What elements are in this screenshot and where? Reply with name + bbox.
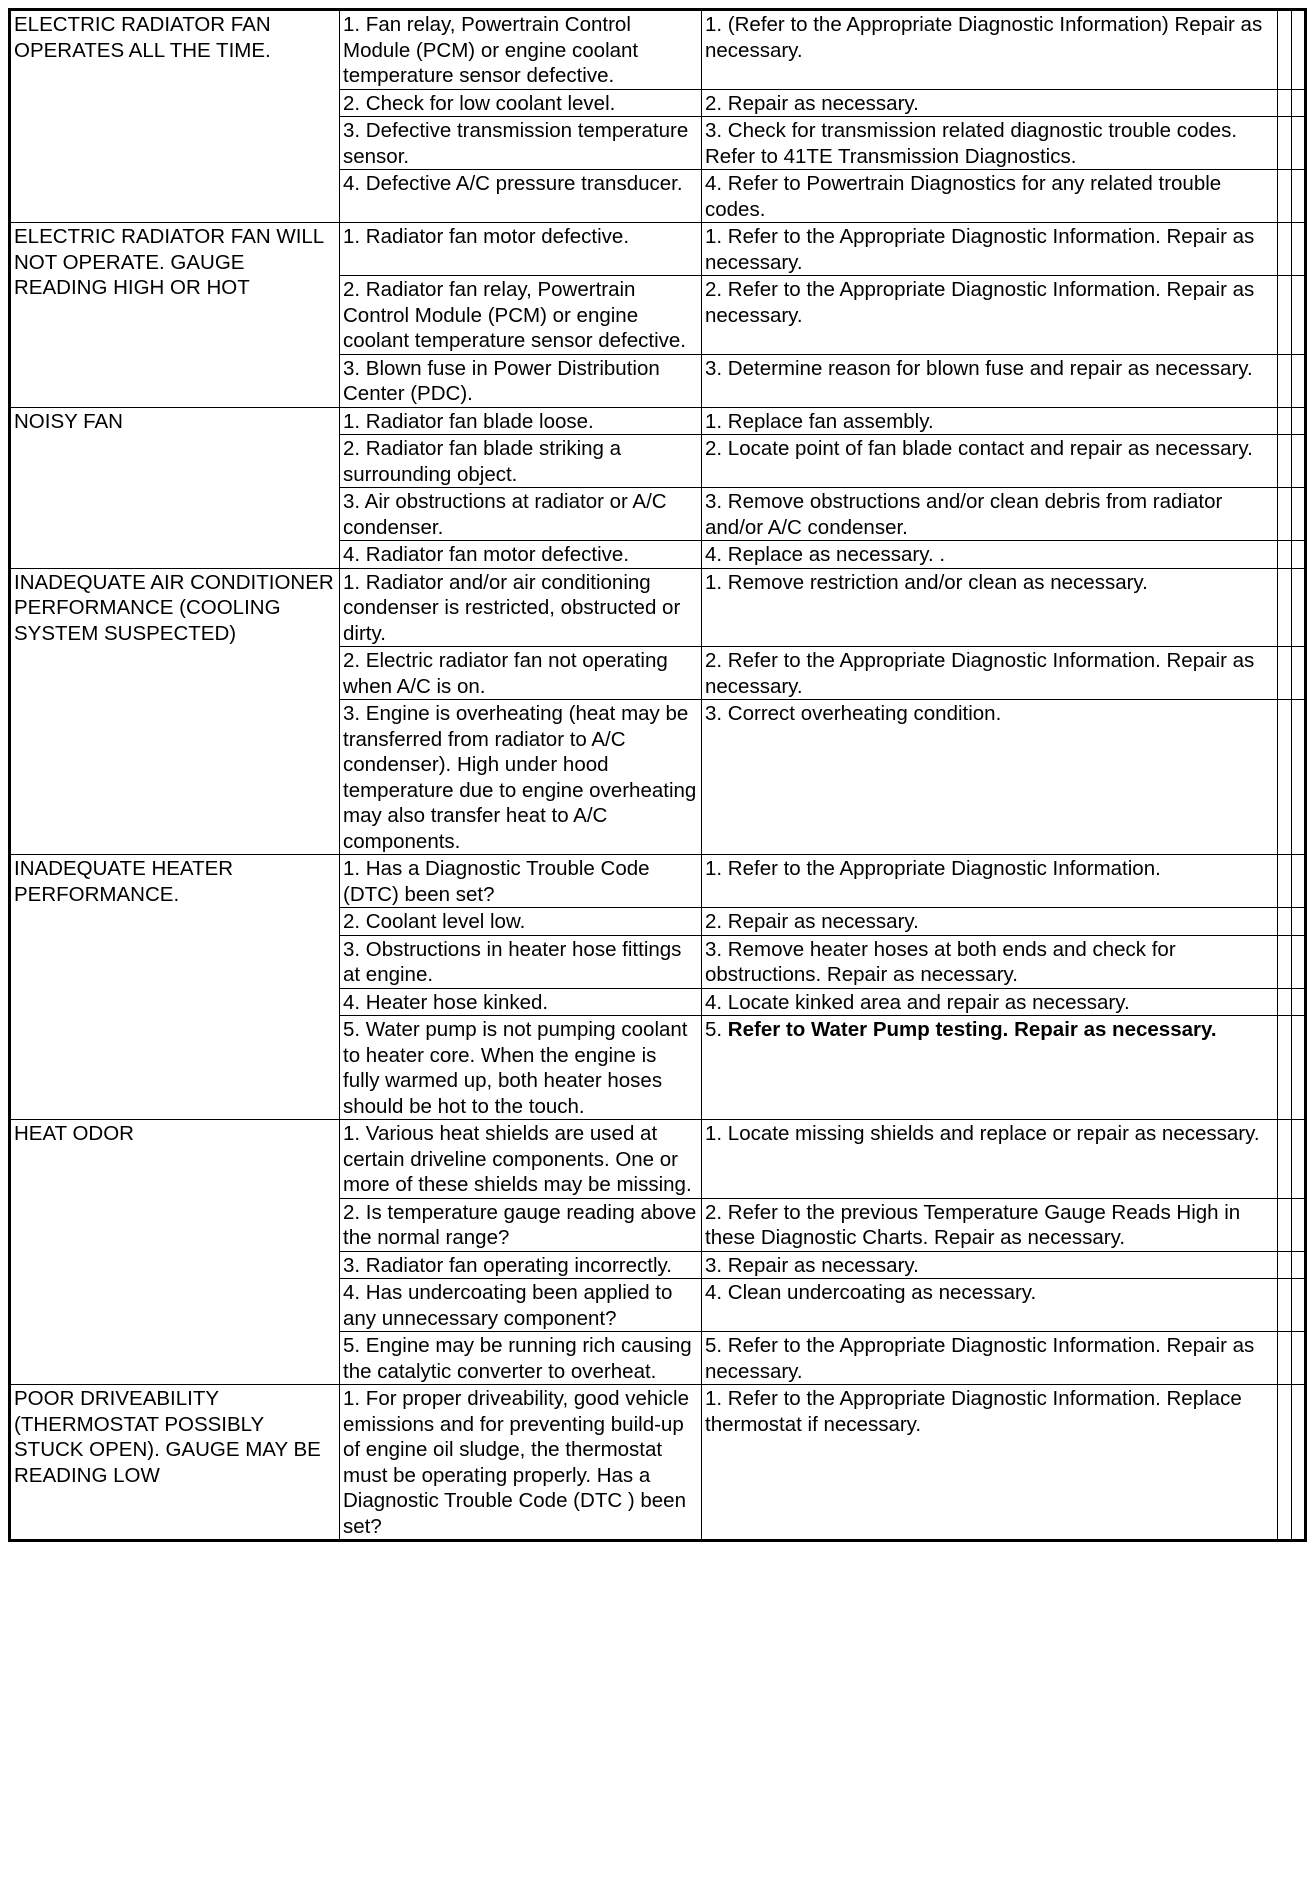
blank-check-cell: [1292, 435, 1306, 488]
blank-check-cell: [1278, 1120, 1292, 1199]
blank-check-cell: [1292, 354, 1306, 407]
blank-check-cell: [1278, 170, 1292, 223]
table-row: [10, 1120, 1306, 1199]
table-row: [10, 568, 1306, 647]
condition-cell: ELECTRIC RADIATOR FAN WILL NOT OPERATE. GAUGE READING HIGH OR HOT: [10, 223, 340, 408]
correction-cell: 4. Clean undercoating as necessary.: [702, 1279, 1278, 1332]
blank-check-cell: [1278, 1198, 1292, 1251]
possible-cause-cell: 3. Engine is overheating (heat may be transferred from radiator to A/C condenser). High under hood temperature due to engine overheating may also transfer heat to A/C components.: [340, 700, 702, 855]
blank-check-cell: [1292, 1120, 1306, 1199]
correction-cell: 1. Remove restriction and/or clean as necessary.: [702, 568, 1278, 647]
possible-cause-cell: 1. For proper driveability, good vehicle emissions and for preventing build-up of engine oil sludge, the thermostat must be operating properly. Has a Diagnostic Trouble Code (DTC ) been set?: [340, 1385, 702, 1541]
blank-check-cell: [1292, 1198, 1306, 1251]
table-row: [10, 1385, 1306, 1541]
correction-cell: 1. Refer to the Appropriate Diagnostic Information. Repair as necessary.: [702, 223, 1278, 276]
possible-cause-cell: 4. Radiator fan motor defective.: [340, 541, 702, 569]
blank-check-cell: [1278, 117, 1292, 170]
possible-cause-cell: 2. Radiator fan relay, Powertrain Control Module (PCM) or engine coolant temperature sensor defective.: [340, 276, 702, 355]
possible-cause-cell: 1. Various heat shields are used at certain driveline components. One or more of these shields may be missing.: [340, 1120, 702, 1199]
correction-cell: 1. Refer to the Appropriate Diagnostic Information. Replace thermostat if necessary.: [702, 1385, 1278, 1541]
blank-check-cell: [1278, 407, 1292, 435]
blank-check-cell: [1292, 488, 1306, 541]
blank-check-cell: [1292, 89, 1306, 117]
possible-cause-cell: 3. Obstructions in heater hose fittings at engine.: [340, 935, 702, 988]
correction-cell: 2. Refer to the Appropriate Diagnostic Information. Repair as necessary.: [702, 647, 1278, 700]
possible-cause-cell: 3. Air obstructions at radiator or A/C condenser.: [340, 488, 702, 541]
table-row: [10, 223, 1306, 276]
blank-check-cell: [1278, 1279, 1292, 1332]
condition-cell: INADEQUATE AIR CONDITIONER PERFORMANCE (COOLING SYSTEM SUSPECTED): [10, 568, 340, 855]
blank-check-cell: [1278, 541, 1292, 569]
blank-check-cell: [1292, 988, 1306, 1016]
blank-check-cell: [1278, 488, 1292, 541]
blank-check-cell: [1278, 354, 1292, 407]
condition-cell: POOR DRIVEABILITY (THERMOSTAT POSSIBLY STUCK OPEN). GAUGE MAY BE READING LOW: [10, 1385, 340, 1541]
correction-cell: 3. Remove heater hoses at both ends and check for obstructions. Repair as necessary.: [702, 935, 1278, 988]
condition-cell: NOISY FAN: [10, 407, 340, 568]
blank-check-cell: [1278, 988, 1292, 1016]
blank-check-cell: [1278, 435, 1292, 488]
blank-check-cell: [1292, 10, 1306, 90]
possible-cause-cell: 4. Has undercoating been applied to any unnecessary component?: [340, 1279, 702, 1332]
possible-cause-cell: 3. Defective transmission temperature sensor.: [340, 117, 702, 170]
blank-check-cell: [1292, 1332, 1306, 1385]
correction-cell: 5. Refer to the Appropriate Diagnostic Information. Repair as necessary.: [702, 1332, 1278, 1385]
possible-cause-cell: 2. Radiator fan blade striking a surrounding object.: [340, 435, 702, 488]
blank-check-cell: [1278, 1332, 1292, 1385]
condition-cell: ELECTRIC RADIATOR FAN OPERATES ALL THE TIME.: [10, 10, 340, 223]
blank-check-cell: [1292, 407, 1306, 435]
blank-check-cell: [1292, 1016, 1306, 1120]
correction-number: 5.: [705, 1018, 728, 1041]
correction-cell: 1. Refer to the Appropriate Diagnostic Information.: [702, 855, 1278, 908]
blank-check-cell: [1278, 276, 1292, 355]
possible-cause-cell: 4. Heater hose kinked.: [340, 988, 702, 1016]
correction-cell: 4. Replace as necessary. .: [702, 541, 1278, 569]
correction-cell: 3. Correct overheating condition.: [702, 700, 1278, 855]
possible-cause-cell: 1. Radiator and/or air conditioning condenser is restricted, obstructed or dirty.: [340, 568, 702, 647]
blank-check-cell: [1278, 223, 1292, 276]
possible-cause-cell: 1. Radiator fan blade loose.: [340, 407, 702, 435]
table-row: [10, 10, 1306, 90]
table-row: [10, 855, 1306, 908]
blank-check-cell: [1292, 700, 1306, 855]
blank-check-cell: [1278, 1251, 1292, 1279]
possible-cause-cell: 2. Coolant level low.: [340, 908, 702, 936]
blank-check-cell: [1292, 1279, 1306, 1332]
blank-check-cell: [1292, 1251, 1306, 1279]
correction-cell: 3. Remove obstructions and/or clean debris from radiator and/or A/C condenser.: [702, 488, 1278, 541]
blank-check-cell: [1292, 276, 1306, 355]
possible-cause-cell: 2. Is temperature gauge reading above the normal range?: [340, 1198, 702, 1251]
correction-bold-text: Refer to Water Pump testing. Repair as necessary.: [727, 1018, 1217, 1041]
correction-cell: 2. Refer to the Appropriate Diagnostic Information. Repair as necessary.: [702, 276, 1278, 355]
condition-cell: HEAT ODOR: [10, 1120, 340, 1385]
blank-check-cell: [1292, 223, 1306, 276]
possible-cause-cell: 3. Radiator fan operating incorrectly.: [340, 1251, 702, 1279]
blank-check-cell: [1292, 1385, 1306, 1541]
correction-cell: 3. Check for transmission related diagnostic trouble codes. Refer to 41TE Transmission Diagnostics.: [702, 117, 1278, 170]
possible-cause-cell: 4. Defective A/C pressure transducer.: [340, 170, 702, 223]
blank-check-cell: [1292, 935, 1306, 988]
blank-check-cell: [1292, 170, 1306, 223]
table-row: [10, 407, 1306, 435]
possible-cause-cell: 5. Engine may be running rich causing the catalytic converter to overheat.: [340, 1332, 702, 1385]
possible-cause-cell: 1. Radiator fan motor defective.: [340, 223, 702, 276]
blank-check-cell: [1278, 568, 1292, 647]
blank-check-cell: [1292, 568, 1306, 647]
correction-cell: [702, 1016, 1278, 1120]
correction-cell: 1. Locate missing shields and replace or repair as necessary.: [702, 1120, 1278, 1199]
blank-check-cell: [1278, 1385, 1292, 1541]
blank-check-cell: [1292, 647, 1306, 700]
condition-cell: INADEQUATE HEATER PERFORMANCE.: [10, 855, 340, 1120]
diagnostic-chart-page: [8, 8, 1304, 1542]
blank-check-cell: [1278, 10, 1292, 90]
blank-check-cell: [1278, 647, 1292, 700]
correction-cell: 2. Refer to the previous Temperature Gauge Reads High in these Diagnostic Charts. Repair as necessary.: [702, 1198, 1278, 1251]
blank-check-cell: [1278, 935, 1292, 988]
blank-check-cell: [1292, 908, 1306, 936]
possible-cause-cell: 1. Fan relay, Powertrain Control Module (PCM) or engine coolant temperature sensor defective.: [340, 10, 702, 90]
blank-check-cell: [1278, 1016, 1292, 1120]
blank-check-cell: [1278, 855, 1292, 908]
possible-cause-cell: 5. Water pump is not pumping coolant to heater core. When the engine is fully warmed up, both heater hoses should be hot to the touch.: [340, 1016, 702, 1120]
blank-check-cell: [1278, 700, 1292, 855]
blank-check-cell: [1292, 541, 1306, 569]
possible-cause-cell: 2. Electric radiator fan not operating when A/C is on.: [340, 647, 702, 700]
correction-cell: 4. Locate kinked area and repair as necessary.: [702, 988, 1278, 1016]
possible-cause-cell: 3. Blown fuse in Power Distribution Center (PDC).: [340, 354, 702, 407]
correction-cell: 2. Repair as necessary.: [702, 908, 1278, 936]
possible-cause-cell: 2. Check for low coolant level.: [340, 89, 702, 117]
blank-check-cell: [1292, 855, 1306, 908]
correction-cell: 3. Determine reason for blown fuse and repair as necessary.: [702, 354, 1278, 407]
diagnosis-table: [8, 8, 1307, 1542]
correction-cell: 1. Replace fan assembly.: [702, 407, 1278, 435]
blank-check-cell: [1292, 117, 1306, 170]
blank-check-cell: [1278, 89, 1292, 117]
correction-cell: 1. (Refer to the Appropriate Diagnostic Information) Repair as necessary.: [702, 10, 1278, 90]
correction-cell: 2. Locate point of fan blade contact and repair as necessary.: [702, 435, 1278, 488]
correction-cell: 2. Repair as necessary.: [702, 89, 1278, 117]
correction-cell: 4. Refer to Powertrain Diagnostics for any related trouble codes.: [702, 170, 1278, 223]
possible-cause-cell: 1. Has a Diagnostic Trouble Code (DTC) been set?: [340, 855, 702, 908]
correction-cell: 3. Repair as necessary.: [702, 1251, 1278, 1279]
blank-check-cell: [1278, 908, 1292, 936]
